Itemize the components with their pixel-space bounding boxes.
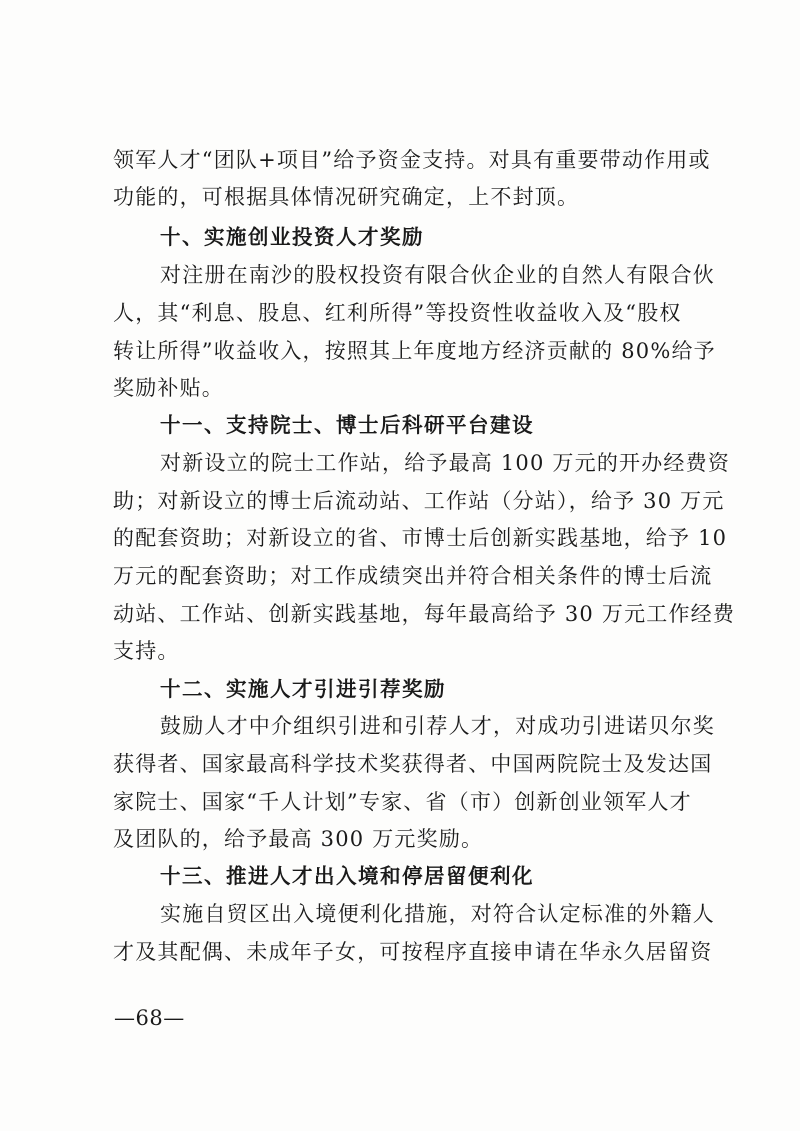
text-line: 的配套资助；对新设立的省、市博士后创新实践基地，给予 10 bbox=[113, 526, 728, 550]
text-line: 领军人才“团队+项目”给予资金支持。对具有重要带动作用或 bbox=[113, 148, 711, 172]
section-heading-11: 十一、支持院士、博士后科研平台建设 bbox=[160, 413, 534, 437]
section-heading-13: 十三、推进人才出入境和停居留便利化 bbox=[160, 864, 534, 888]
text-line: 对新设立的院士工作站，给予最高 100 万元的开办经费资 bbox=[160, 451, 731, 475]
text-line: 对注册在南沙的股权投资有限合伙企业的自然人有限合伙 bbox=[160, 263, 715, 287]
text-line: 万元的配套资助；对工作成绩突出并符合相关条件的博士后流 bbox=[113, 564, 713, 588]
text-line: 获得者、国家最高科学技术奖获得者、中国两院院士及发达国 bbox=[113, 752, 713, 776]
text-line: 实施自贸区出入境便利化措施，对符合认定标准的外籍人 bbox=[160, 902, 715, 926]
text-line: 功能的，可根据具体情况研究确定，上不封顶。 bbox=[113, 185, 580, 209]
page-number: —68— bbox=[114, 1006, 185, 1030]
section-heading-10: 十、实施创业投资人才奖励 bbox=[160, 225, 424, 249]
text-line: 家院士、国家“千人计划”专家、省（市）创新创业领军人才 bbox=[113, 790, 692, 814]
text-line: 人，其“利息、股息、红利所得”等投资性收益收入及“股权 bbox=[113, 301, 682, 325]
text-line: 支持。 bbox=[113, 639, 180, 663]
text-line: 助；对新设立的博士后流动站、工作站（分站），给予 30 万元 bbox=[113, 489, 725, 513]
text-line: 鼓励人才中介组织引进和引荐人才，对成功引进诺贝尔奖 bbox=[160, 714, 715, 738]
text-line: 及团队的，给予最高 300 万元奖励。 bbox=[113, 827, 484, 851]
section-heading-12: 十二、实施人才引进引荐奖励 bbox=[160, 677, 446, 701]
text-line: 奖励补贴。 bbox=[113, 376, 224, 400]
text-line: 才及其配偶、未成年子女，可按程序直接申请在华永久居留资 bbox=[113, 940, 713, 964]
text-line: 动站、工作站、创新实践基地，每年最高给予 30 万元工作经费 bbox=[113, 602, 736, 626]
text-line: 转让所得”收益收入，按照其上年度地方经济贡献的 80%给予 bbox=[113, 339, 716, 363]
